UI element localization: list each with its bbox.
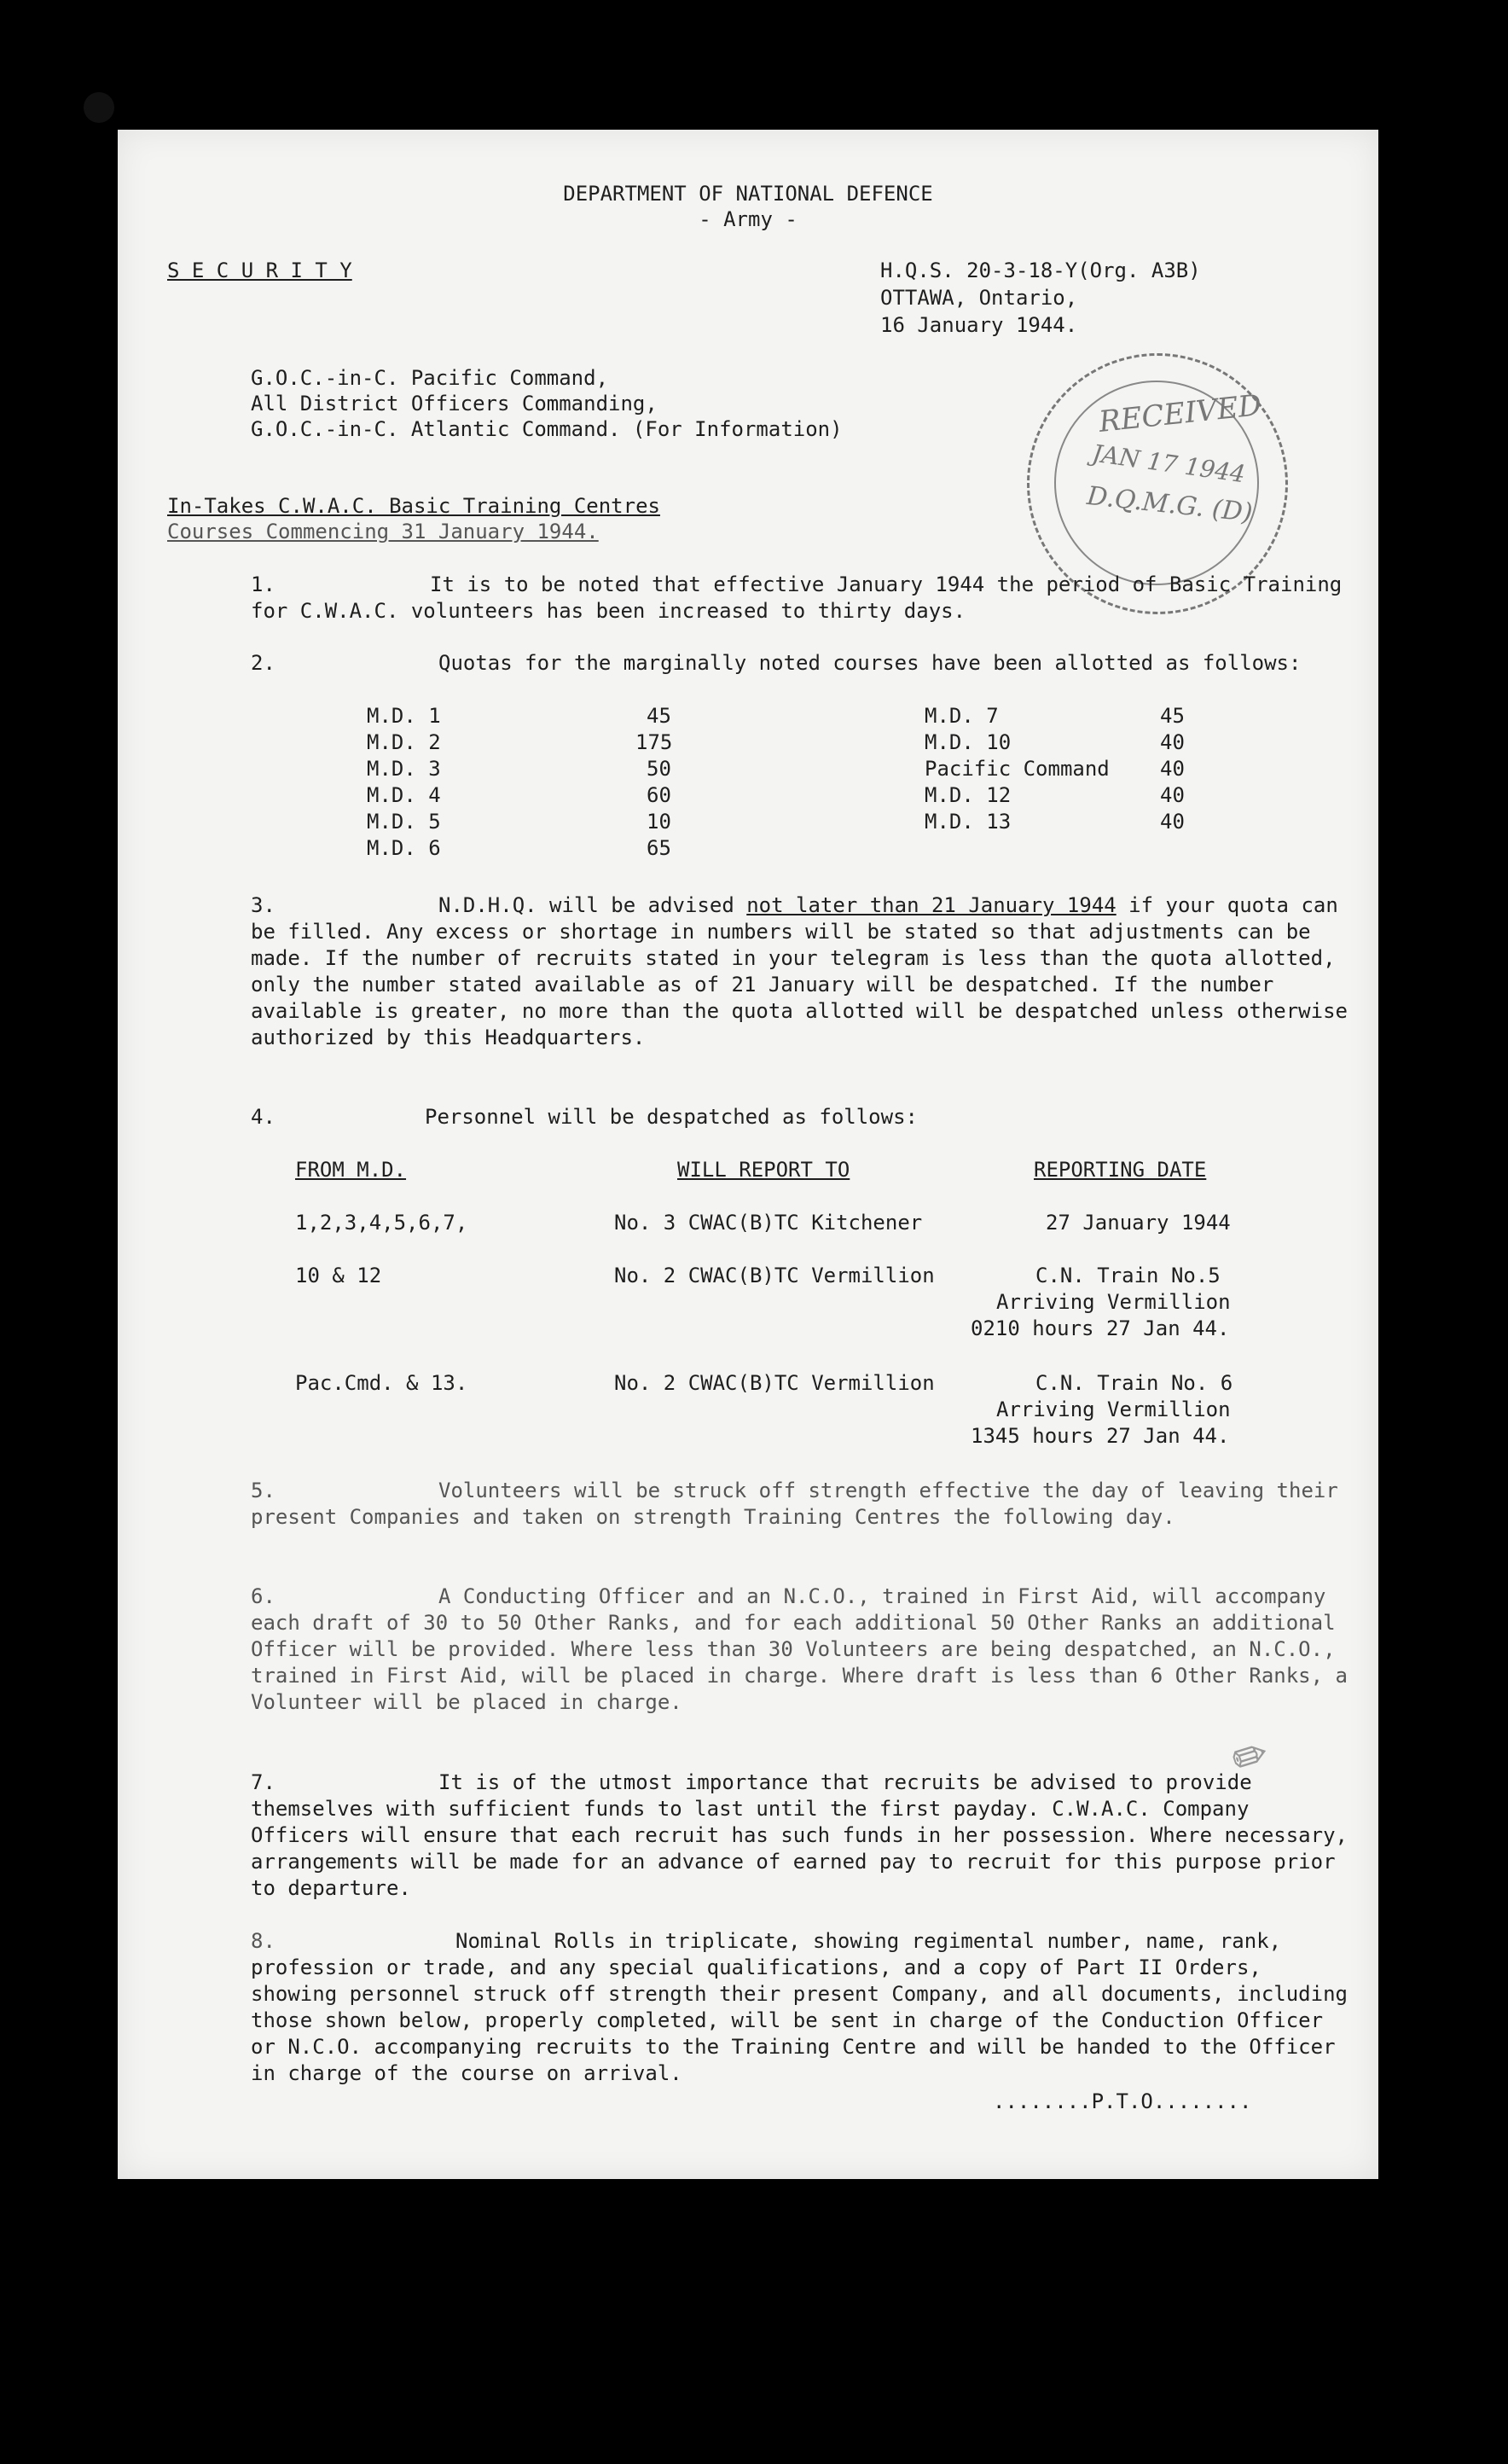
para-6-number: 6. bbox=[251, 1584, 276, 1608]
quota-value: 65 bbox=[647, 836, 671, 860]
row-from: 1,2,3,4,5,6,7, bbox=[295, 1211, 468, 1235]
column-header-date: REPORTING DATE bbox=[1034, 1158, 1207, 1182]
para-7-number: 7. bbox=[251, 1770, 276, 1794]
para-3-text-a: N.D.H.Q. will be advised bbox=[438, 893, 747, 917]
hole-punch bbox=[84, 92, 114, 123]
quota-district: M.D. 6 bbox=[367, 836, 441, 860]
row-date-line-1: C.N. Train No.5 bbox=[1035, 1264, 1221, 1287]
addressee-2: All District Officers Commanding, bbox=[251, 392, 658, 416]
document-page bbox=[118, 130, 1378, 2179]
quota-district: M.D. 4 bbox=[367, 783, 441, 807]
row-date: 27 January 1944 bbox=[1046, 1211, 1231, 1235]
column-header-report-to: WILL REPORT TO bbox=[677, 1158, 850, 1182]
quota-value: 50 bbox=[647, 757, 671, 781]
quota-district: M.D. 7 bbox=[925, 704, 999, 728]
service-line: - Army - bbox=[699, 207, 798, 231]
para-8-number: 8. bbox=[251, 1929, 276, 1953]
quota-value: 40 bbox=[1160, 783, 1185, 807]
column-header-from: FROM M.D. bbox=[295, 1158, 407, 1182]
para-8-text: Nominal Rolls in triplicate, showing regimental number, name, rank, profession or trade, and any special qualifications, and a copy of Part II Orders, showing personnel struck off strength their present Company, and all documents, including those shown below, properly completed, will be sent in charge of the Conduction Officer or N.C.O. accompanying recruits to the Training Centre and will be handed to the Officer in charge of the course on arrival. bbox=[251, 1929, 1348, 2085]
row-from: 10 & 12 bbox=[295, 1264, 382, 1287]
para-3-text-b: if your quota can be filled. Any excess or shortage in numbers will be stated so that adjustments can be made. If the number of recruits stated in your telegram is less than the quota allotted, only the number stated available as of 21 January will be despatched. If the number available is greater, no more than the quota allotted will be despatched unless otherwise authorized by this Headquarters. bbox=[251, 893, 1348, 1049]
quota-value: 60 bbox=[647, 783, 671, 807]
row-date-line-2: Arriving Vermillion bbox=[996, 1398, 1231, 1421]
quota-value: 40 bbox=[1160, 757, 1185, 781]
para-4-intro: Personnel will be despatched as follows: bbox=[425, 1105, 918, 1129]
row-report-to: No. 2 CWAC(B)TC Vermillion bbox=[614, 1371, 935, 1395]
row-report-to: No. 3 CWAC(B)TC Kitchener bbox=[614, 1211, 923, 1235]
quota-district: M.D. 5 bbox=[367, 810, 441, 834]
quota-value: 175 bbox=[635, 730, 673, 754]
para-5-text: Volunteers will be struck off strength effective the day of leaving their present Companies and taken on strength Training Centres the following day. bbox=[251, 1479, 1338, 1529]
row-report-to: No. 2 CWAC(B)TC Vermillion bbox=[614, 1264, 935, 1287]
quota-value: 10 bbox=[647, 810, 671, 834]
quota-value: 45 bbox=[647, 704, 671, 728]
para-2-intro: Quotas for the marginally noted courses have been allotted as follows: bbox=[438, 651, 1302, 675]
para-6-text: A Conducting Officer and an N.C.O., trained in First Aid, will accompany each draft of 30 to 50 Other Ranks, and for each additional 50 Other Ranks an additional Officer will be provided. Where less than 30 Volunteers are being despatched, an N.C.O., trained in First Aid, will be placed in charge. Where draft is less than 6 Other Ranks, a Volunteer will be placed in charge. bbox=[251, 1584, 1348, 1714]
row-date-line-2: Arriving Vermillion bbox=[996, 1290, 1231, 1314]
marginal-annotation: ✎ bbox=[1217, 1733, 1281, 1788]
stamp-date-text: JAN 17 1944 bbox=[1090, 439, 1248, 489]
para-1-text: It is to be noted that effective January 1944 the period of Basic Training for C.W.A.C. volunteers has been increased to thirty days. bbox=[251, 572, 1343, 623]
para-7-text: It is of the utmost importance that recruits be advised to provide themselves with sufficient funds to last until the first payday. C.W.A.C. Company Officers will ensure that each recruit has such funds in her possession. Where necessary, arrangements will be made for an advance of earned pay to recruit for this purpose prior to departure. bbox=[251, 1770, 1348, 1900]
row-date-line-3: 0210 hours 27 Jan 44. bbox=[971, 1316, 1230, 1340]
subject-line-2: Courses Commencing 31 January 1944. bbox=[167, 520, 599, 543]
file-reference: H.Q.S. 20-3-18-Y(Org. A3B) bbox=[880, 259, 1201, 282]
para-1-number: 1. bbox=[251, 572, 276, 596]
stamp-received-text: RECEIVED bbox=[1097, 388, 1263, 439]
row-date-line-3: 1345 hours 27 Jan 44. bbox=[971, 1424, 1230, 1448]
quota-value: 45 bbox=[1160, 704, 1185, 728]
para-4-number: 4. bbox=[251, 1105, 276, 1129]
para-3-deadline: not later than 21 January 1944 bbox=[746, 893, 1116, 917]
stamp-office-text: D.Q.M.G. (D) bbox=[1085, 480, 1255, 529]
quota-value: 40 bbox=[1160, 810, 1185, 834]
pto-marker: ........P.T.O........ bbox=[993, 2089, 1252, 2113]
quota-district: M.D. 13 bbox=[925, 810, 1012, 834]
para-2-number: 2. bbox=[251, 651, 276, 675]
letter-date: 16 January 1944. bbox=[880, 313, 1078, 337]
row-date-line-1: C.N. Train No. 6 bbox=[1035, 1371, 1233, 1395]
para-3-number: 3. bbox=[251, 893, 276, 917]
quota-district: M.D. 1 bbox=[367, 704, 441, 728]
para-3-text bbox=[251, 892, 1360, 1051]
quota-district: Pacific Command bbox=[925, 757, 1110, 781]
department-title: DEPARTMENT OF NATIONAL DEFENCE bbox=[563, 182, 933, 206]
quota-value: 40 bbox=[1160, 730, 1185, 754]
quota-district: M.D. 10 bbox=[925, 730, 1012, 754]
quota-district: M.D. 2 bbox=[367, 730, 441, 754]
para-5-number: 5. bbox=[251, 1479, 276, 1502]
quota-district: M.D. 12 bbox=[925, 783, 1012, 807]
quota-district: M.D. 3 bbox=[367, 757, 441, 781]
subject-line-1: In-Takes C.W.A.C. Basic Training Centres bbox=[167, 494, 660, 518]
row-from: Pac.Cmd. & 13. bbox=[295, 1371, 468, 1395]
addressee-1: G.O.C.-in-C. Pacific Command, bbox=[251, 366, 609, 390]
addressee-3: G.O.C.-in-C. Atlantic Command. (For Information) bbox=[251, 417, 843, 441]
security-classification: S E C U R I T Y bbox=[167, 259, 352, 282]
place: OTTAWA, Ontario, bbox=[880, 286, 1078, 310]
